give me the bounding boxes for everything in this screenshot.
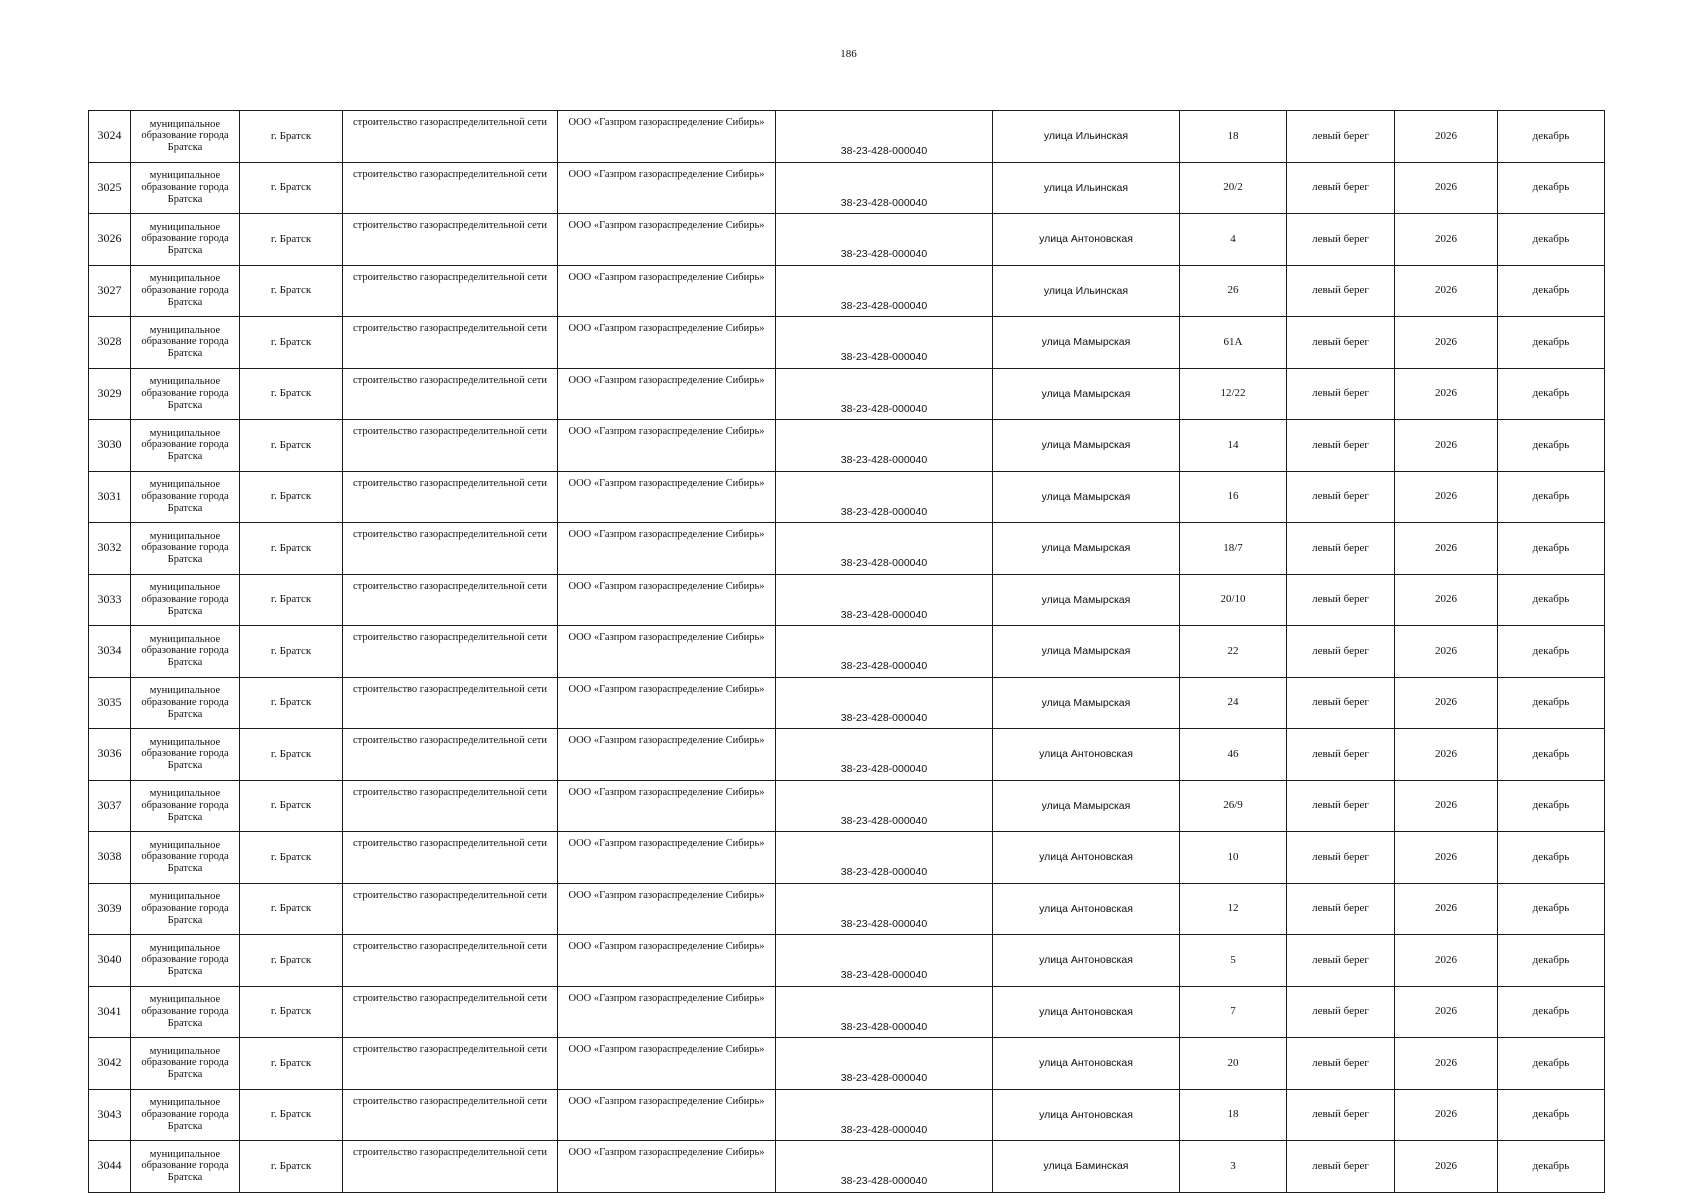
house-number-cell: 20 <box>1180 1038 1287 1090</box>
month-cell: декабрь <box>1498 420 1605 472</box>
year-cell: 2026 <box>1395 523 1498 575</box>
cadastral-number-cell: 38-23-428-000040 <box>776 1038 993 1090</box>
street-cell: улица Антоновская <box>993 1038 1180 1090</box>
city-cell: г. Братск <box>240 986 343 1038</box>
work-type-cell: строительство газораспределительной сети <box>343 729 558 781</box>
work-type-cell: строительство газораспределительной сети <box>343 368 558 420</box>
year-cell: 2026 <box>1395 265 1498 317</box>
city-cell: г. Братск <box>240 214 343 266</box>
table-row <box>89 420 1605 472</box>
owner-cell: муниципальное образование города Братска <box>131 523 240 575</box>
street-cell: улица Антоновская <box>993 1089 1180 1141</box>
work-type-cell: строительство газораспределительной сети <box>343 677 558 729</box>
street-cell: улица Антоновская <box>993 832 1180 884</box>
cadastral-number-cell: 38-23-428-000040 <box>776 729 993 781</box>
cadastral-number-cell: 38-23-428-000040 <box>776 471 993 523</box>
work-type-cell: строительство газораспределительной сети <box>343 780 558 832</box>
year-cell: 2026 <box>1395 986 1498 1038</box>
row-number: 3044 <box>89 1141 131 1193</box>
row-number: 3030 <box>89 420 131 472</box>
year-cell: 2026 <box>1395 111 1498 163</box>
house-number-cell: 7 <box>1180 986 1287 1038</box>
row-number: 3043 <box>89 1089 131 1141</box>
table-row <box>89 265 1605 317</box>
row-number: 3037 <box>89 780 131 832</box>
work-type-cell: строительство газораспределительной сети <box>343 214 558 266</box>
work-type-cell: строительство газораспределительной сети <box>343 935 558 987</box>
organization-cell: ООО «Газпром газораспределение Сибирь» <box>558 832 776 884</box>
row-number: 3035 <box>89 677 131 729</box>
house-number-cell: 20/2 <box>1180 162 1287 214</box>
organization-cell: ООО «Газпром газораспределение Сибирь» <box>558 111 776 163</box>
month-cell: декабрь <box>1498 832 1605 884</box>
table-row <box>89 471 1605 523</box>
month-cell: декабрь <box>1498 111 1605 163</box>
city-cell: г. Братск <box>240 471 343 523</box>
month-cell: декабрь <box>1498 1089 1605 1141</box>
table-row <box>89 523 1605 575</box>
row-number: 3033 <box>89 574 131 626</box>
year-cell: 2026 <box>1395 832 1498 884</box>
river-bank-cell: левый берег <box>1287 883 1395 935</box>
organization-cell: ООО «Газпром газораспределение Сибирь» <box>558 677 776 729</box>
year-cell: 2026 <box>1395 317 1498 369</box>
river-bank-cell: левый берег <box>1287 111 1395 163</box>
year-cell: 2026 <box>1395 214 1498 266</box>
work-type-cell: строительство газораспределительной сети <box>343 111 558 163</box>
work-type-cell: строительство газораспределительной сети <box>343 574 558 626</box>
registry-table <box>88 110 1605 1193</box>
year-cell: 2026 <box>1395 1038 1498 1090</box>
owner-cell: муниципальное образование города Братска <box>131 986 240 1038</box>
work-type-cell: строительство газораспределительной сети <box>343 883 558 935</box>
street-cell: улица Мамырская <box>993 368 1180 420</box>
cadastral-number-cell: 38-23-428-000040 <box>776 368 993 420</box>
cadastral-number-cell: 38-23-428-000040 <box>776 317 993 369</box>
street-cell: улица Мамырская <box>993 677 1180 729</box>
city-cell: г. Братск <box>240 523 343 575</box>
house-number-cell: 20/10 <box>1180 574 1287 626</box>
month-cell: декабрь <box>1498 162 1605 214</box>
table-row <box>89 317 1605 369</box>
river-bank-cell: левый берег <box>1287 1141 1395 1193</box>
house-number-cell: 18 <box>1180 1089 1287 1141</box>
city-cell: г. Братск <box>240 111 343 163</box>
house-number-cell: 46 <box>1180 729 1287 781</box>
organization-cell: ООО «Газпром газораспределение Сибирь» <box>558 729 776 781</box>
table-row <box>89 162 1605 214</box>
river-bank-cell: левый берег <box>1287 1089 1395 1141</box>
month-cell: декабрь <box>1498 1038 1605 1090</box>
owner-cell: муниципальное образование города Братска <box>131 368 240 420</box>
street-cell: улица Антоновская <box>993 986 1180 1038</box>
owner-cell: муниципальное образование города Братска <box>131 1141 240 1193</box>
organization-cell: ООО «Газпром газораспределение Сибирь» <box>558 523 776 575</box>
river-bank-cell: левый берег <box>1287 626 1395 678</box>
city-cell: г. Братск <box>240 1141 343 1193</box>
cadastral-number-cell: 38-23-428-000040 <box>776 1141 993 1193</box>
organization-cell: ООО «Газпром газораспределение Сибирь» <box>558 162 776 214</box>
house-number-cell: 22 <box>1180 626 1287 678</box>
river-bank-cell: левый берег <box>1287 368 1395 420</box>
river-bank-cell: левый берег <box>1287 317 1395 369</box>
city-cell: г. Братск <box>240 368 343 420</box>
month-cell: декабрь <box>1498 214 1605 266</box>
street-cell: улица Антоновская <box>993 214 1180 266</box>
cadastral-number-cell: 38-23-428-000040 <box>776 832 993 884</box>
year-cell: 2026 <box>1395 162 1498 214</box>
street-cell: улица Мамырская <box>993 780 1180 832</box>
owner-cell: муниципальное образование города Братска <box>131 729 240 781</box>
year-cell: 2026 <box>1395 471 1498 523</box>
owner-cell: муниципальное образование города Братска <box>131 214 240 266</box>
organization-cell: ООО «Газпром газораспределение Сибирь» <box>558 368 776 420</box>
month-cell: декабрь <box>1498 729 1605 781</box>
row-number: 3026 <box>89 214 131 266</box>
cadastral-number-cell: 38-23-428-000040 <box>776 574 993 626</box>
row-number: 3039 <box>89 883 131 935</box>
work-type-cell: строительство газораспределительной сети <box>343 1141 558 1193</box>
row-number: 3042 <box>89 1038 131 1090</box>
city-cell: г. Братск <box>240 883 343 935</box>
owner-cell: муниципальное образование города Братска <box>131 677 240 729</box>
month-cell: декабрь <box>1498 265 1605 317</box>
house-number-cell: 16 <box>1180 471 1287 523</box>
house-number-cell: 3 <box>1180 1141 1287 1193</box>
table-row <box>89 626 1605 678</box>
year-cell: 2026 <box>1395 1141 1498 1193</box>
organization-cell: ООО «Газпром газораспределение Сибирь» <box>558 780 776 832</box>
organization-cell: ООО «Газпром газораспределение Сибирь» <box>558 471 776 523</box>
street-cell: улица Мамырская <box>993 574 1180 626</box>
month-cell: декабрь <box>1498 626 1605 678</box>
year-cell: 2026 <box>1395 420 1498 472</box>
house-number-cell: 26/9 <box>1180 780 1287 832</box>
work-type-cell: строительство газораспределительной сети <box>343 832 558 884</box>
river-bank-cell: левый берег <box>1287 574 1395 626</box>
street-cell: улица Мамырская <box>993 317 1180 369</box>
owner-cell: муниципальное образование города Братска <box>131 471 240 523</box>
month-cell: декабрь <box>1498 986 1605 1038</box>
city-cell: г. Братск <box>240 729 343 781</box>
work-type-cell: строительство газораспределительной сети <box>343 265 558 317</box>
cadastral-number-cell: 38-23-428-000040 <box>776 420 993 472</box>
owner-cell: муниципальное образование города Братска <box>131 832 240 884</box>
river-bank-cell: левый берег <box>1287 471 1395 523</box>
owner-cell: муниципальное образование города Братска <box>131 265 240 317</box>
row-number: 3032 <box>89 523 131 575</box>
cadastral-number-cell: 38-23-428-000040 <box>776 883 993 935</box>
owner-cell: муниципальное образование города Братска <box>131 317 240 369</box>
owner-cell: муниципальное образование города Братска <box>131 574 240 626</box>
cadastral-number-cell: 38-23-428-000040 <box>776 111 993 163</box>
month-cell: декабрь <box>1498 574 1605 626</box>
month-cell: декабрь <box>1498 523 1605 575</box>
house-number-cell: 4 <box>1180 214 1287 266</box>
owner-cell: муниципальное образование города Братска <box>131 420 240 472</box>
organization-cell: ООО «Газпром газораспределение Сибирь» <box>558 986 776 1038</box>
city-cell: г. Братск <box>240 935 343 987</box>
row-number: 3038 <box>89 832 131 884</box>
table-row <box>89 1038 1605 1090</box>
organization-cell: ООО «Газпром газораспределение Сибирь» <box>558 214 776 266</box>
city-cell: г. Братск <box>240 317 343 369</box>
organization-cell: ООО «Газпром газораспределение Сибирь» <box>558 420 776 472</box>
house-number-cell: 26 <box>1180 265 1287 317</box>
month-cell: декабрь <box>1498 883 1605 935</box>
year-cell: 2026 <box>1395 574 1498 626</box>
page-number: 186 <box>840 48 857 60</box>
cadastral-number-cell: 38-23-428-000040 <box>776 677 993 729</box>
owner-cell: муниципальное образование города Братска <box>131 111 240 163</box>
house-number-cell: 24 <box>1180 677 1287 729</box>
street-cell: улица Ильинская <box>993 162 1180 214</box>
organization-cell: ООО «Газпром газораспределение Сибирь» <box>558 317 776 369</box>
row-number: 3040 <box>89 935 131 987</box>
table-row <box>89 780 1605 832</box>
river-bank-cell: левый берег <box>1287 729 1395 781</box>
registry-body <box>89 111 1605 1193</box>
month-cell: декабрь <box>1498 368 1605 420</box>
cadastral-number-cell: 38-23-428-000040 <box>776 1089 993 1141</box>
street-cell: улица Ильинская <box>993 111 1180 163</box>
street-cell: улица Антоновская <box>993 883 1180 935</box>
river-bank-cell: левый берег <box>1287 523 1395 575</box>
city-cell: г. Братск <box>240 420 343 472</box>
cadastral-number-cell: 38-23-428-000040 <box>776 214 993 266</box>
work-type-cell: строительство газораспределительной сети <box>343 317 558 369</box>
year-cell: 2026 <box>1395 368 1498 420</box>
river-bank-cell: левый берег <box>1287 935 1395 987</box>
city-cell: г. Братск <box>240 677 343 729</box>
owner-cell: муниципальное образование города Братска <box>131 780 240 832</box>
owner-cell: муниципальное образование города Братска <box>131 1089 240 1141</box>
month-cell: декабрь <box>1498 780 1605 832</box>
organization-cell: ООО «Газпром газораспределение Сибирь» <box>558 935 776 987</box>
cadastral-number-cell: 38-23-428-000040 <box>776 523 993 575</box>
table-row <box>89 986 1605 1038</box>
street-cell: улица Мамырская <box>993 523 1180 575</box>
city-cell: г. Братск <box>240 265 343 317</box>
street-cell: улица Баминская <box>993 1141 1180 1193</box>
row-number: 3027 <box>89 265 131 317</box>
city-cell: г. Братск <box>240 574 343 626</box>
river-bank-cell: левый берег <box>1287 265 1395 317</box>
year-cell: 2026 <box>1395 677 1498 729</box>
work-type-cell: строительство газораспределительной сети <box>343 523 558 575</box>
row-number: 3025 <box>89 162 131 214</box>
owner-cell: муниципальное образование города Братска <box>131 162 240 214</box>
river-bank-cell: левый берег <box>1287 162 1395 214</box>
year-cell: 2026 <box>1395 935 1498 987</box>
table-row <box>89 214 1605 266</box>
work-type-cell: строительство газораспределительной сети <box>343 420 558 472</box>
organization-cell: ООО «Газпром газораспределение Сибирь» <box>558 1089 776 1141</box>
river-bank-cell: левый берег <box>1287 832 1395 884</box>
row-number: 3034 <box>89 626 131 678</box>
house-number-cell: 12 <box>1180 883 1287 935</box>
month-cell: декабрь <box>1498 1141 1605 1193</box>
table-row <box>89 935 1605 987</box>
river-bank-cell: левый берег <box>1287 420 1395 472</box>
work-type-cell: строительство газораспределительной сети <box>343 471 558 523</box>
year-cell: 2026 <box>1395 883 1498 935</box>
organization-cell: ООО «Газпром газораспределение Сибирь» <box>558 1141 776 1193</box>
year-cell: 2026 <box>1395 1089 1498 1141</box>
row-number: 3041 <box>89 986 131 1038</box>
river-bank-cell: левый берег <box>1287 1038 1395 1090</box>
table-row <box>89 832 1605 884</box>
river-bank-cell: левый берег <box>1287 677 1395 729</box>
table-row <box>89 883 1605 935</box>
owner-cell: муниципальное образование города Братска <box>131 1038 240 1090</box>
house-number-cell: 5 <box>1180 935 1287 987</box>
table-row <box>89 729 1605 781</box>
row-number: 3028 <box>89 317 131 369</box>
cadastral-number-cell: 38-23-428-000040 <box>776 162 993 214</box>
cadastral-number-cell: 38-23-428-000040 <box>776 780 993 832</box>
house-number-cell: 18/7 <box>1180 523 1287 575</box>
organization-cell: ООО «Газпром газораспределение Сибирь» <box>558 883 776 935</box>
month-cell: декабрь <box>1498 935 1605 987</box>
organization-cell: ООО «Газпром газораспределение Сибирь» <box>558 626 776 678</box>
street-cell: улица Мамырская <box>993 626 1180 678</box>
organization-cell: ООО «Газпром газораспределение Сибирь» <box>558 574 776 626</box>
cadastral-number-cell: 38-23-428-000040 <box>776 265 993 317</box>
organization-cell: ООО «Газпром газораспределение Сибирь» <box>558 1038 776 1090</box>
river-bank-cell: левый берег <box>1287 780 1395 832</box>
row-number: 3024 <box>89 111 131 163</box>
work-type-cell: строительство газораспределительной сети <box>343 162 558 214</box>
city-cell: г. Братск <box>240 162 343 214</box>
work-type-cell: строительство газораспределительной сети <box>343 986 558 1038</box>
house-number-cell: 61А <box>1180 317 1287 369</box>
city-cell: г. Братск <box>240 626 343 678</box>
house-number-cell: 18 <box>1180 111 1287 163</box>
work-type-cell: строительство газораспределительной сети <box>343 1089 558 1141</box>
table-row <box>89 574 1605 626</box>
year-cell: 2026 <box>1395 626 1498 678</box>
row-number: 3036 <box>89 729 131 781</box>
street-cell: улица Антоновская <box>993 729 1180 781</box>
work-type-cell: строительство газораспределительной сети <box>343 1038 558 1090</box>
month-cell: декабрь <box>1498 471 1605 523</box>
street-cell: улица Ильинская <box>993 265 1180 317</box>
organization-cell: ООО «Газпром газораспределение Сибирь» <box>558 265 776 317</box>
table-row <box>89 368 1605 420</box>
month-cell: декабрь <box>1498 677 1605 729</box>
city-cell: г. Братск <box>240 832 343 884</box>
month-cell: декабрь <box>1498 317 1605 369</box>
cadastral-number-cell: 38-23-428-000040 <box>776 935 993 987</box>
house-number-cell: 12/22 <box>1180 368 1287 420</box>
cadastral-number-cell: 38-23-428-000040 <box>776 626 993 678</box>
cadastral-number-cell: 38-23-428-000040 <box>776 986 993 1038</box>
year-cell: 2026 <box>1395 729 1498 781</box>
street-cell: улица Мамырская <box>993 420 1180 472</box>
table-row <box>89 677 1605 729</box>
table-row <box>89 1141 1605 1193</box>
year-cell: 2026 <box>1395 780 1498 832</box>
river-bank-cell: левый берег <box>1287 986 1395 1038</box>
street-cell: улица Антоновская <box>993 935 1180 987</box>
street-cell: улица Мамырская <box>993 471 1180 523</box>
city-cell: г. Братск <box>240 780 343 832</box>
table-row <box>89 111 1605 163</box>
table-row <box>89 1089 1605 1141</box>
owner-cell: муниципальное образование города Братска <box>131 935 240 987</box>
city-cell: г. Братск <box>240 1038 343 1090</box>
owner-cell: муниципальное образование города Братска <box>131 626 240 678</box>
row-number: 3031 <box>89 471 131 523</box>
city-cell: г. Братск <box>240 1089 343 1141</box>
work-type-cell: строительство газораспределительной сети <box>343 626 558 678</box>
house-number-cell: 14 <box>1180 420 1287 472</box>
owner-cell: муниципальное образование города Братска <box>131 883 240 935</box>
row-number: 3029 <box>89 368 131 420</box>
river-bank-cell: левый берег <box>1287 214 1395 266</box>
house-number-cell: 10 <box>1180 832 1287 884</box>
